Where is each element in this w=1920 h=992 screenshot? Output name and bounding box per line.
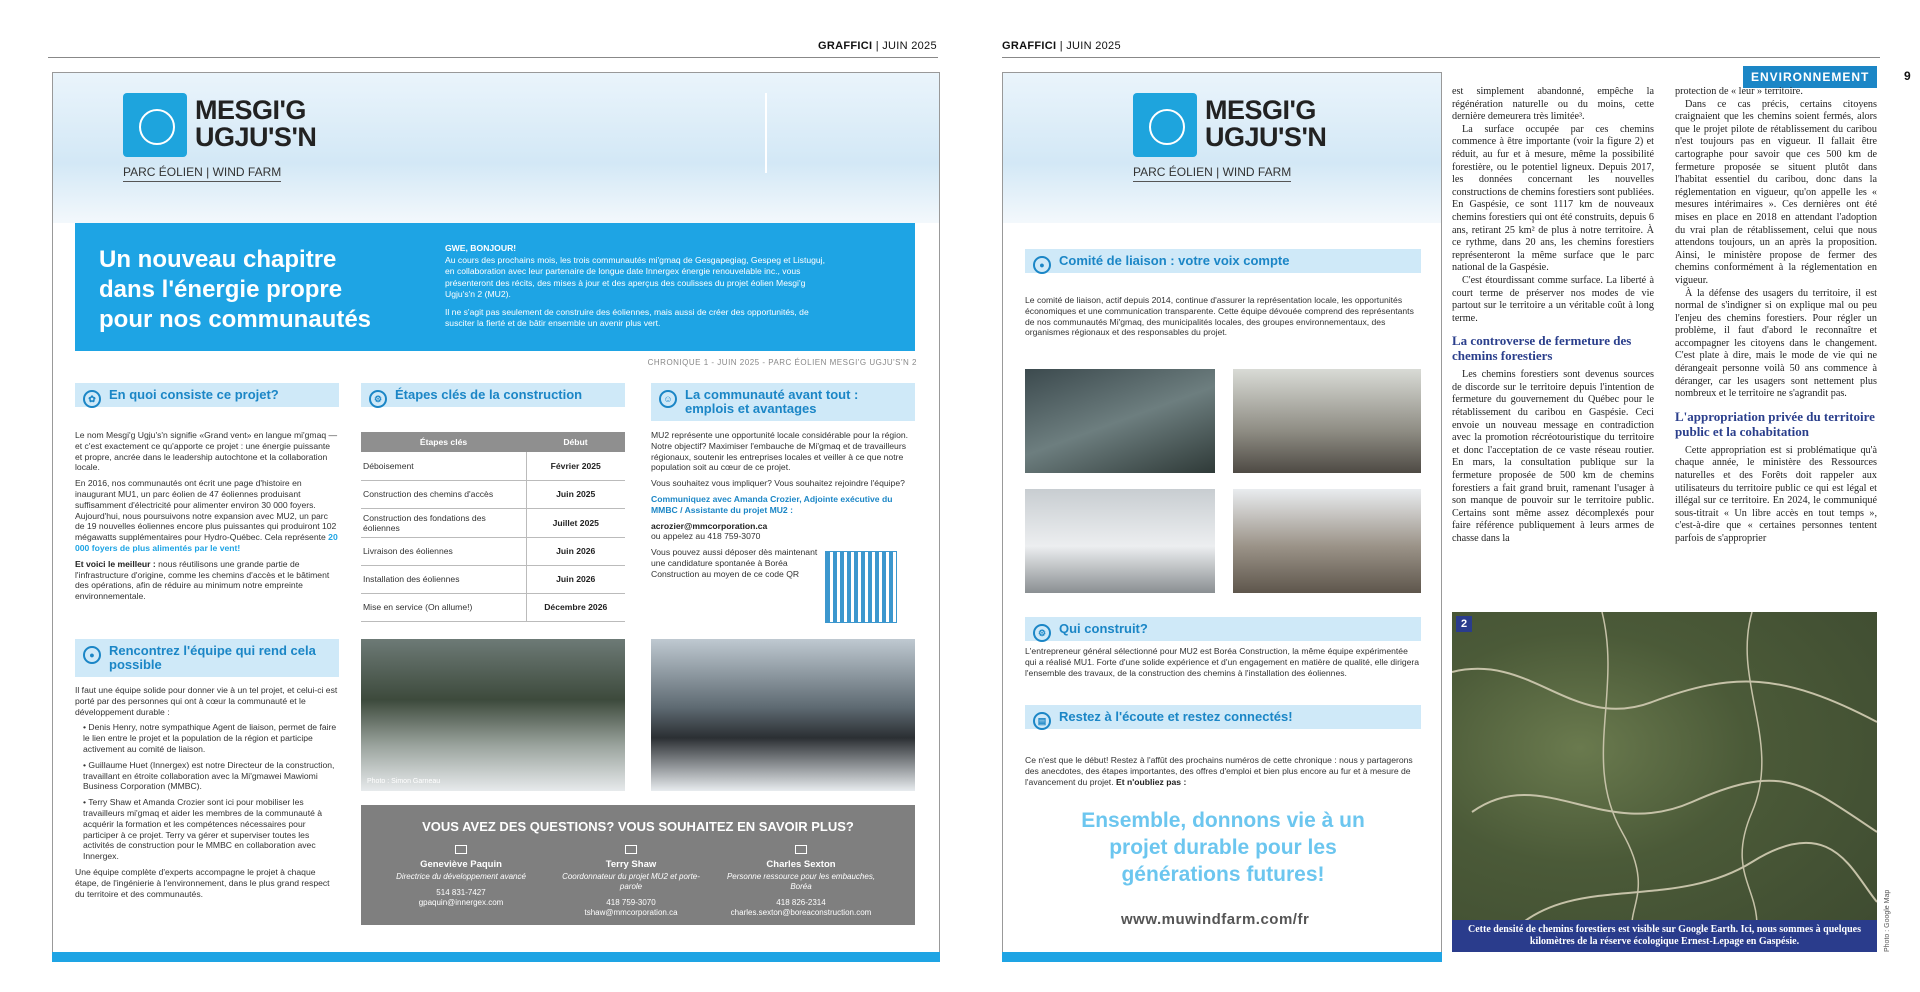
section-tag-environnement: ENVIRONNEMENT	[1743, 66, 1877, 88]
milestone-step: Installation des éoliennes	[361, 565, 526, 593]
section-4-body: Il faut une équipe solide pour donner vie à un tel projet, et celui-ci est porté par des personnes qui ont à cœur la communauté et le développement durable : • Denis Henry, notre sympathique Agent de liaison, permet de faire le lien entre le projet et la population de la région et participe activement au comité de liaison. • Guillaume Huet (Innergex) est notre Directeur de la construction, travaillant en étroite collaboration avec la Mi'gmawei Mawiomi Business Corporation (MMBC). • Terry Shaw et Amanda Crozier sont ici pour mobiliser les travailleurs mi'gmaq et aider les membres de la communauté à acquérir la formation et les compétences nécessaires pour participer à ce projet. Terry va gérer et superviser toutes les activités de construction pour le MMBC en collaboration avec Innergex. Une équipe complète d'experts accompagne le projet à chaque étape, de l'ingénierie à l'environnement, dans le plus grand respect du territoire et des communautés.	[75, 685, 338, 899]
contact-role: Directrice du développement avancé	[396, 872, 526, 881]
questions-title: VOUS AVEZ DES QUESTIONS? VOUS SOUHAITEZ EN SAVOIR PLUS?	[422, 819, 854, 834]
contact-card	[556, 845, 706, 918]
blade-handling-photo	[1025, 489, 1215, 593]
milestone-step: Déboisement	[361, 452, 526, 480]
hero-banner	[75, 223, 915, 351]
chronique-line: CHRONIQUE 1 - JUIN 2025 - PARC ÉOLIEN MESGI'G UGJU'S'N 2	[647, 358, 917, 367]
photo-credit: Photo : Simon Garneau	[367, 778, 441, 785]
contact-card	[726, 845, 876, 918]
heading-appropriation: L'appropriation privée du territoire public et la cohabitation	[1675, 408, 1875, 439]
contact-phone[interactable]: 418 759-3070	[606, 898, 656, 907]
table-row	[361, 565, 625, 593]
envelope-icon	[625, 845, 637, 854]
contact-role: Personne ressource pour les embauches, Boréa	[726, 872, 876, 891]
article-col1-paragraphs: est simplement abandonné, empêche la régénération naturelle ou du moins, cette dernière demeurera très limitée³.	[1452, 86, 1654, 123]
milestone-date: Juin 2026	[526, 565, 625, 593]
contact-role: Coordonnateur du projet MU2 et porte-parole	[562, 872, 700, 891]
table-row	[361, 452, 625, 480]
forest-clearing-photo	[361, 639, 625, 791]
milestones-table	[361, 432, 625, 622]
paragraph: Dans ce cas précis, certains citoyens craignaient que les chemins soient fermés, alors que le projet pilote de rétablissement du caribou n'est toujours pas en vigueur. Il fallait être cartographe pour savoir que ces 500 km de fermeture proposée se situent plutôt dans l'habitat essentiel du caribou, donc dans la réglementation en vigueur, qu'on appelle les « mesures intérimaires ». Ces dernières ont été mises en place en 2018 en attendant l'adoption du vrai plan de rétablissement, celui que nous attendons toujours, un an après la proposition. Ainsi, le ministère propose de fermer des chemins conformément à la réglementation en vigueur.	[1675, 98, 1877, 286]
restez-body: Ce n'est que le début! Restez à l'affût des prochains numéros de cette chronique : nous y partagerons des anecdotes, des étapes importantes, des offres d'emploi et bien plus encore au fur et à mesure de l'avancement du projet. Et n'oubliez pas :	[1025, 755, 1413, 787]
right-advertisement	[1002, 72, 1442, 962]
left-advertisement	[52, 72, 940, 962]
slogan: Ensemble, donnons vie à un projet durable pour les générations futures!	[1081, 809, 1365, 886]
qr-code[interactable]	[825, 551, 897, 623]
qui-construit-body: L'entrepreneur général sélectionné pour MU2 est Boréa Construction, la même équipe expérimentée qui a réalisé MU1. Forte d'une solide expérience et d'un engagement en matière de qualité, elle dirigera l'ensemble des travaux, de la construction des chemins à l'installation des éoliennes.	[1025, 646, 1420, 678]
hero-intro: GWE, BONJOUR! Au cours des prochains mois, les trois communautés mi'gmaq de Gesgapegiag, Gespeg et Listuguj, en collaboration avec leur partenaire de longue date Innergex énergie renouvelable inc., vous présenteront des récits, des mises à jour et des aperçus des coulisses du projet éolien Mesgi'g Ugju's'n 2 (MU2). Il ne s'agit pas seulement de construire des éoliennes, mais aussi de créer des opportunités, de susciter la fierté et de bâtir ensemble un avenir plus vert.	[445, 243, 825, 328]
contact-email[interactable]: tshaw@mmcorporation.ca	[584, 908, 678, 917]
contact-name: Charles Sexton	[766, 859, 836, 870]
right-header: GRAFFICI | JUIN 2025	[1002, 40, 1121, 52]
contact-name: Geneviève Paquin	[420, 859, 502, 870]
contact-card	[386, 845, 536, 908]
milestone-date: Juin 2026	[526, 537, 625, 565]
left-header: GRAFFICI | JUIN 2025	[818, 40, 937, 52]
section-3-body: MU2 représente une opportunité locale considérable pour la région. Notre objectif? Maximiser l'embauche de Mi'gmaq et de travailleurs régionaux, soutenir les entreprises locales et veiller à ce que notre population soit au cœur de ce projet. Vous souhaitez vous impliquer? Vous souhaitez rejoindre l'équipe? Communiquez avec Amanda Crozier, Adjointe exécutive du MMBC / Assistante du projet MU2 : acrozier@mmcorporation.ca ou appelez au 418 759-3070 Vous pouvez aussi déposer dès maintenant une candidature spontanée à Boréa Construction au moyen de ce code QR	[651, 430, 909, 579]
section-restez-ecoute: ▤ Restez à l'écoute et restez connectés!	[1025, 705, 1421, 729]
table-row	[361, 537, 625, 565]
left-bottom-bar	[52, 952, 940, 962]
google-earth-map	[1452, 612, 1877, 952]
article-col2-paragraphs	[1675, 86, 1877, 401]
section-comite-liaison: ● Comité de liaison : votre voix compte	[1025, 249, 1421, 273]
forest-roads-overlay	[1452, 612, 1877, 952]
contact-phone[interactable]: 418 826-2314	[776, 898, 826, 907]
table-header-start: Début	[526, 432, 625, 452]
rebar-workers-photo	[1025, 369, 1215, 473]
figure-caption: Cette densité de chemins forestiers est visible sur Google Earth. Ici, nous sommes à quelques kilomètres de la réserve écologique Ernest-Lepage en Gaspésie.	[1452, 920, 1877, 952]
table-row	[361, 508, 625, 537]
hero-title: Un nouveau chapitre dans l'énergie propre pour nos communautés	[99, 246, 372, 333]
paragraph: La surface occupée par ces chemins commence à être importante (voir la figure 2) et réduit, au fur et à mesure, même la possibilité forestière, ou le potentiel ligneux. Depuis 2017, les données concernant les nouvelles constructions de chemins forestiers sont publiées. En Gaspésie, ce sont 1117 km de nouveaux chemins forestiers qui ont été construits, depuis 6 ans, retirant 25 km² de plus à notre territoire. À ce rythme, dans 20 ans, les chemins forestiers représenteront la même surface que le parc national de la Gaspésie.	[1452, 123, 1655, 274]
envelope-icon	[795, 845, 807, 854]
milestone-step: Construction des fondations des éoliennes	[361, 508, 526, 537]
rock-site-photo	[1233, 489, 1421, 593]
page-number: 9	[1904, 69, 1911, 83]
right-page	[960, 0, 1920, 992]
heading-controverse: La controverse de fermeture des chemins forestiers	[1452, 333, 1632, 364]
paragraph: À la défense des usagers du territoire, il est normal de s'indigner si on explique mal ou peu l'enjeu des chemins forestiers. Pour régler un problème, il faut d'abord le reconnaître et accompagner les citoyens dans le changement. C'est plate à dire, mais le mode de vie qui ne dérangeait personne voilà 50 ans commence à déranger, car les usagers sont nettement plus nombreux et le territoire ne s'agrandit pas.	[1675, 287, 1877, 400]
forwarder-machine-photo	[651, 639, 915, 791]
contact-name: Terry Shaw	[605, 859, 657, 870]
right-bottom-bar	[1002, 952, 1442, 962]
envelope-icon	[455, 845, 467, 854]
section-communaute: ☺ La communauté avant tout : emplois et avantages	[651, 383, 915, 421]
section-qui-construit: ⚙ Qui construit?	[1025, 617, 1421, 641]
paragraph: protection de « leur » territoire.	[1675, 86, 1803, 97]
article-column-2: protection de « leur » territoire. Dans ce cas précis, certains citoyens craignaient que les chemins soient fermés, alors que le projet pilote de rétablissement du caribou n'est toujours pas en vigueur. Il fallait être cartographe pour savoir que ces 500 km de fermeture proposée se situent plutôt dans l'habitat essentiel du caribou, donc dans la réglementation en vigueur, qu'on appelle les « mesures intérimaires ». Ces dernières ont été mises en place en 2018 en attendant l'adoption du vrai plan de rétablissement, celui que nous attendons toujours, un an après la proposition. Ainsi, le ministère propose de fermer des chemins conformément à la réglementation en vigueur. À la défense des usagers du territoire, il est normal de s'indigner si on explique mal ou peu l'enjeu des chemins forestiers. Pour régler un problème, il faut d'abord le reconnaître et accompagner les citoyens dans le changement. C'est plate à dire, mais le mode de vie qui ne dérangeait personne voilà 50 ans commence à déranger, car les usagers sont nettement plus nombreux et le territoire ne s'agrandit pas. L'appropriation privée du territoire public et la cohabitation Cette appropriation est si problématique qu'à chaque année, le ministère des Ressources naturelles et des Forêts doit rappeler aux utilisateurs du territoire public ce qui est légal et illégal sur ce territoire. En 2024, le communiqué sous-titrait « Un libre accès en tout temps », c'est-à-dire que « certaines personnes tentent parfois de s'approprier	[1675, 86, 1877, 544]
milestone-date: Décembre 2026	[526, 593, 625, 621]
milestone-date: Juin 2025	[526, 480, 625, 508]
left-banner: MESGI'G UGJU'S'N PARC ÉOLIEN | WIND FARM	[53, 73, 939, 223]
milestone-date: Février 2025	[526, 452, 625, 480]
turbine-lift-photo	[1233, 369, 1421, 473]
questions-box	[361, 805, 915, 925]
comite-body: Le comité de liaison, actif depuis 2014, continue d'assurer la représentation locale, les opportunités économiques et une communication transparente. Cette équipe dévouée comprend des représentants de nos communautés Mi'gmaq, des municipalités locales, des groupes environnementaux, des organismes régionaux et des responsables du projet.	[1025, 295, 1414, 338]
section-en-quoi-consiste: ✿ En quoi consiste ce projet?	[75, 383, 339, 407]
contact-email[interactable]: acrozier@mmcorporation.ca	[651, 520, 768, 531]
contact-email[interactable]: gpaquin@innergex.com	[418, 898, 504, 907]
right-header-rule	[1002, 57, 1880, 58]
table-header-steps: Étapes clés	[361, 432, 526, 452]
milestone-step: Livraison des éoliennes	[361, 537, 526, 565]
right-banner: MESGI'G UGJU'S'N PARC ÉOLIEN | WIND FARM	[1003, 73, 1441, 223]
section-1-body: Le nom Mesgi'g Ugju's'n signifie «Grand vent» en langue mi'gmaq — et c'est exactement ce qu'apporte ce projet : une énergie puissante et propre, ancrée dans le leadership autochtone et la collaboration locale. En 2016, nos communautés ont écrit une page d'histoire en inaugurant MU1, un parc éolien de 47 éoliennes produisant suffisamment d'électricité pour alimenter environ 30 000 foyers. Aujourd'hui, nous poursuivons notre expansion avec MU2, un parc de 19 nouvelles éoliennes encore plus puissantes qui produiront 102 mégawatts supplémentaires pour Hydro-Québec. Cela représente 20 000 foyers de plus alimentés par le vent! Et voici le meilleur : nous réutilisons une grande partie de l'infrastructure d'origine, comme les chemins d'accès et le bâtiment des opérations, afin de réduire au minimum notre empreinte environnementale.	[75, 430, 338, 602]
left-header-rule	[48, 57, 938, 58]
section-rencontrez-equipe: ● Rencontrez l'équipe qui rend cela possible	[75, 639, 339, 677]
contact-email[interactable]: charles.sexton@boreaconstruction.com	[730, 908, 872, 917]
article-column-1: est simplement abandonné, empêche la régénération naturelle ou du moins, cette dernière demeurera très limitée³. La surface occupée par ces chemins commence à être importante (voir la figure 2) et réduit, au fur et à mesure, même la possibilité forestière, ou le potentiel ligneux. Depuis 2017, les données concernant les nouvelles constructions de chemins forestiers sont publiées. En Gaspésie, ce sont 1117 km de nouveaux chemins forestiers qui ont été construits, depuis 6 ans, retirant 25 km² de plus à notre territoire. À ce rythme, dans 20 ans, les chemins forestiers représenteront la même surface que le parc national de la Gaspésie. C'est étourdissant comme surface. La liberté à court terme de préserver nos modes de vie partout sur le territoire a un véritable coût à long terme. La controverse de fermeture des chemins forestiers Les chemins forestiers sont devenus sources de discorde sur le territoire depuis l'intention de fermeture du gouvernement du Québec pour le rétablissement du caribou en Gaspésie. Ceci envoie un nouveau message en contradiction avec la promotion récréotouristique du territoire et donc l'acceptation de ce vaste réseau routier. En mars, la consultation publique sur la fermeture proposée de 500 km de chemins forestiers a fait grand bruit, ramenant l'usager à son manque de pouvoir sur le territoire public. Certains sont même assez décomplexés pour faire référence publiquement à leurs armes de chasse dans la	[1452, 86, 1655, 544]
section-etapes-cles: ⚙ Étapes clés de la construction	[361, 383, 625, 407]
website-link[interactable]: www.muwindfarm.com/fr	[1121, 911, 1310, 928]
table-row	[361, 480, 625, 508]
milestone-date: Juillet 2025	[526, 508, 625, 537]
milestone-step: Mise en service (On allume!)	[361, 593, 526, 621]
map-photo-credit: Photo : Google Map	[1884, 889, 1891, 952]
table-row	[361, 593, 625, 621]
figure-number: 2	[1456, 616, 1472, 632]
contact-phone[interactable]: 514 831-7427	[436, 888, 486, 897]
milestone-step: Construction des chemins d'accès	[361, 480, 526, 508]
paragraph: C'est étourdissant comme surface. La liberté à court terme de préserver nos modes de vie partout sur le territoire a un véritable coût à long terme.	[1452, 274, 1654, 324]
